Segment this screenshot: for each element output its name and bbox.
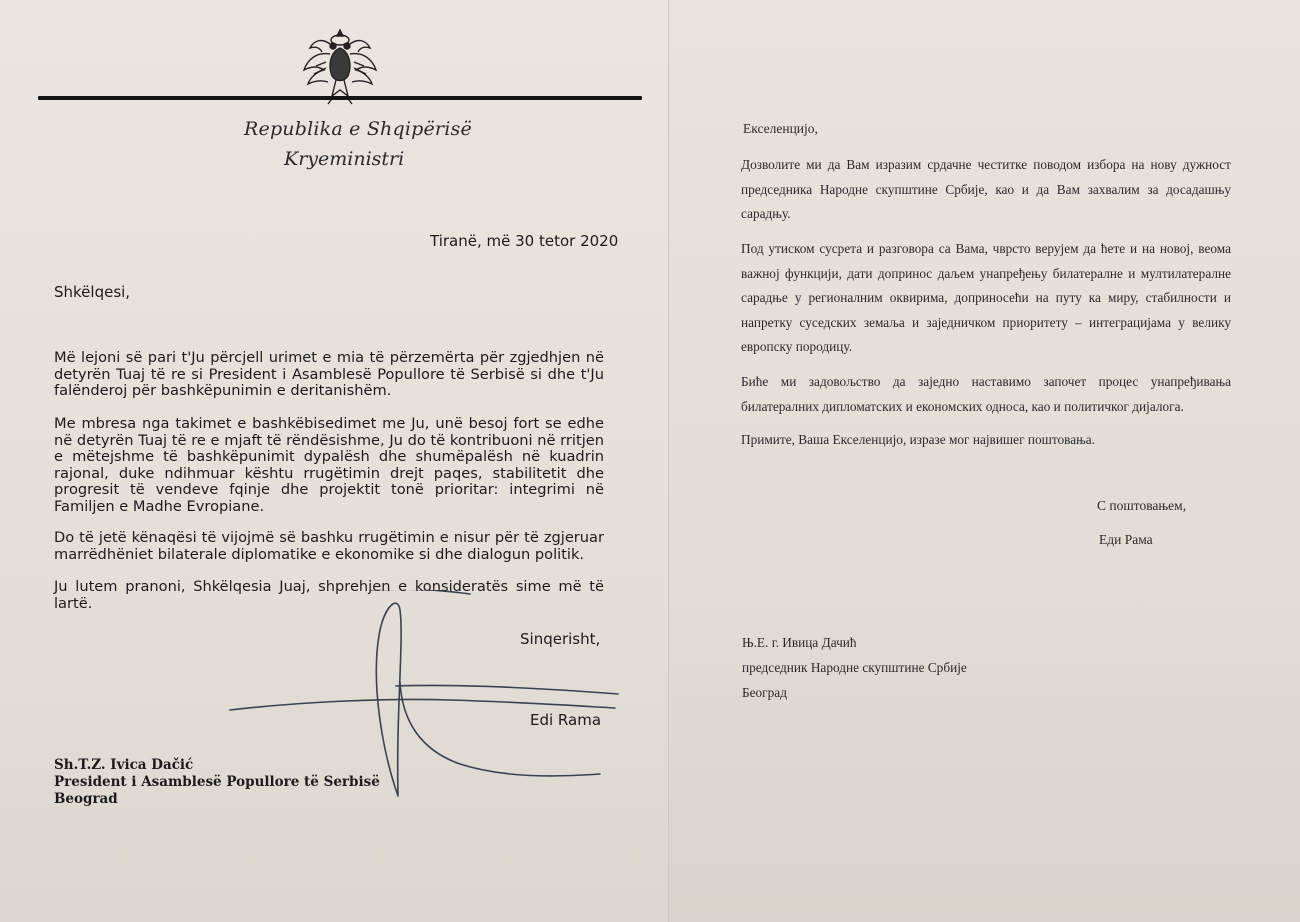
- translation-paragraph-1: Дозволите ми да Вам изразим срдачне честитке поводом избора на нову дужност председника Народне скупштине Србије, као и да Вам захвалим за досадашњу сарадњу.: [741, 157, 1231, 222]
- letter-paragraph-2: Me mbresa nga takimet e bashkëbisedimet me Ju, unë besoj fort se edhe në detyrën Tuaj të re e mjaft të rëndësishme, Ju do të kontribuoni në rritjen e mëtejshme të bashkëpunimit dypalësh dhe shumëpalësh në kuadrin rajonal, duke ndihmuar kështu rrugëtimin drejt paqes, stabilitetit dhe progresit të vendeve fqinje dhe projektit tonë prioritar: integrimi në Familjen e Madhe Evropiane.: [54, 415, 604, 515]
- translation-closing: С поштовањем,: [1097, 498, 1187, 513]
- handwritten-signature-icon: [220, 590, 640, 810]
- letter-closing: Sinqerisht,: [520, 630, 601, 648]
- letterhead-office: Kryeministri: [284, 148, 405, 170]
- letterhead-country: Republika e Shqipërisë: [244, 118, 472, 140]
- translation-addressee-city: Београд: [742, 685, 787, 700]
- serbian-letter-page: [668, 0, 1300, 922]
- letter-paragraph-4: Ju lutem pranoni, Shkëlqesia Juaj, shprehjen e konsideratës sime më të lartë.: [54, 578, 604, 612]
- letter-paragraph-1: Më lejoni së pari t'Ju përcjell urimet e mia të përzemërta për zgjedhjen në detyrën Tuaj të re si President i Asamblesë Popullore të Serbisë si dhe t'Ju falënderoj për bashkëpunimin e deritanishëm.: [54, 349, 604, 399]
- letter-date: Tiranë, më 30 tetor 2020: [430, 232, 619, 250]
- translation-addressee-title: председник Народне скупштине Србије: [742, 660, 967, 675]
- translation-paragraph-4: Примите, Ваша Екселенцијо, изразе мог највишег поштовања.: [741, 432, 1095, 447]
- addressee-city: Beograd: [54, 791, 118, 807]
- letterhead-rule: [38, 96, 642, 100]
- translation-addressee-name: Њ.Е. г. Ивица Дачић: [742, 635, 857, 650]
- translation-salutation: Екселенцијо,: [743, 121, 818, 136]
- addressee-title: President i Asamblesë Popullore të Serbisë: [54, 774, 380, 790]
- translation-addressee: [742, 630, 967, 705]
- translation-signer: Еди Рама: [1099, 532, 1153, 547]
- translation-paragraph-2: Под утиском сусрета и разговора са Вама, чврсто верујем да ћете и на новој, веома важној функцији, дати допринос даљем унапређењу билатералне и мултилатералне сарадње у регионалним оквирима, доприносећи на путу ка миру, стабилности и напретку суседских земаља и заједничком приоритету – интеграцијама у велику европску породицу.: [741, 241, 1231, 355]
- letter-paragraph-3: Do të jetë kënaqësi të vijojmë së bashku rrugëtimin e nisur për të zgjeruar marrëdhëniet bilaterale diplomatike e ekonomike si dhe dialogun politik.: [54, 529, 604, 563]
- addressee-name: Sh.T.Z. Ivica Dačić: [54, 757, 194, 773]
- letter-signer: Edi Rama: [530, 711, 602, 729]
- translation-paragraph-3: Биће ми задовољство да заједно наставимо започет процес унапређивања билатералних дипломатских и економских односа, као и политичког дијалога.: [741, 374, 1231, 414]
- letter-salutation: Shkëlqesi,: [54, 283, 131, 301]
